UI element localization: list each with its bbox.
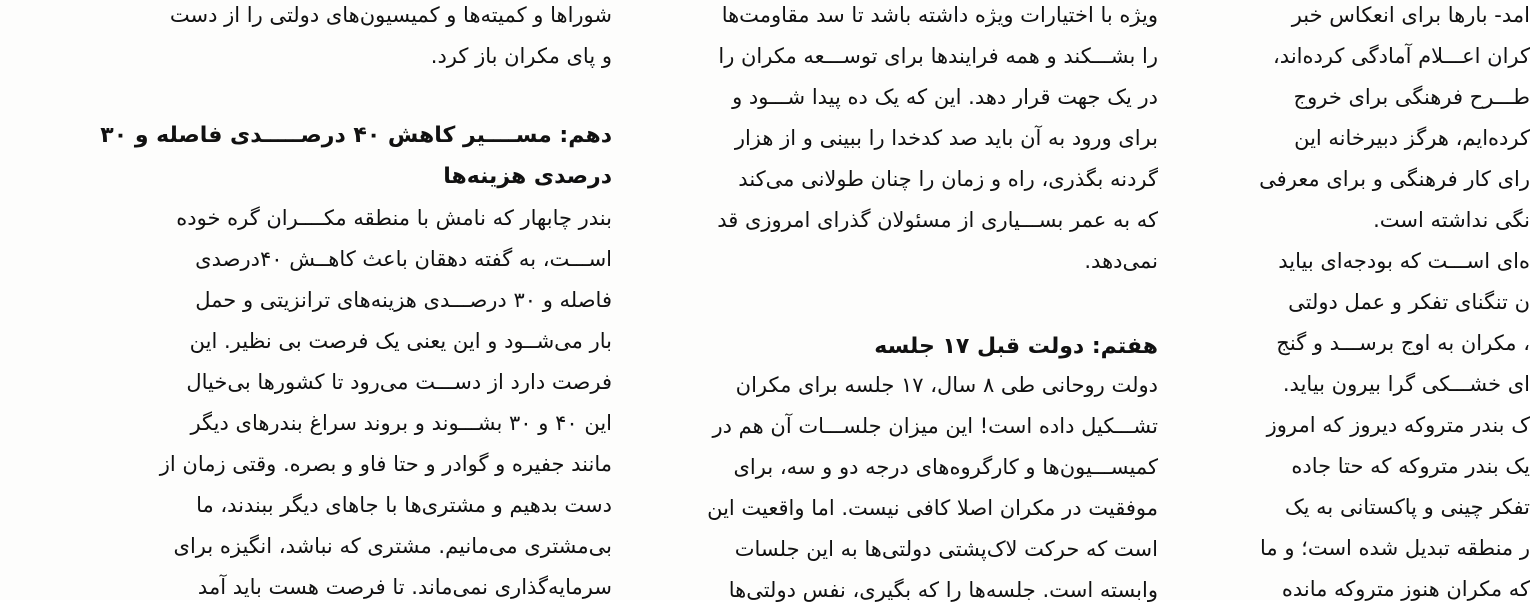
column-right xyxy=(1190,0,1530,601)
text-line: ن تنگنای تفکر و عمل دولتی xyxy=(1288,290,1530,314)
text-line: کران اعـــلام آمادگی کرده‌اند، xyxy=(1273,44,1530,68)
text-line: ک بندر متروکه دیروز که امروز xyxy=(1266,413,1530,437)
text-line: یک بندر متروکه که حتا جاده xyxy=(1291,454,1530,478)
text-line: گردنه بگذری، راه و زمان را چنان طولانی می‌کند xyxy=(738,167,1158,191)
text-line: اســـت، به گفته دهقان باعث کاهــش ۴۰درصدی xyxy=(195,247,612,271)
text-line: بار می‌شــود و این یعنی یک فرصت بی نظیر. این xyxy=(189,329,612,353)
text-line: موفقیت در مکران اصلا کافی نیست. اما واقعیت این xyxy=(707,496,1158,520)
text-line: ه‌ای اســـت که بودجه‌ای بیاید xyxy=(1278,249,1530,273)
text-line: ، مکران به اوج برســـد و گنج xyxy=(1276,331,1530,355)
text-line: که به عمر بســـیاری از مسئولان گذرای امروزی قد xyxy=(717,208,1158,232)
text-line: ر منطقه تبدیل شده است؛ و ما xyxy=(1260,536,1530,560)
text-line: نمی‌دهد. xyxy=(1084,249,1158,273)
text-line: فاصله و ۳۰ درصـــدی هزینه‌های ترانزیتی و حمل xyxy=(195,288,612,312)
text-line: و پای مکران باز کرد. xyxy=(430,44,612,68)
text-line: طـــرح فرهنگی برای خروج xyxy=(1293,85,1530,109)
text-line: است که حرکت لاک‌پشتی دولتی‌ها به این جلسات xyxy=(734,537,1158,561)
text-line: مانند جفیره و گوادر و حتا فاو و بصره. وقتی زمان از xyxy=(159,452,612,476)
section-heading: درصدی هزینه‌ها xyxy=(443,164,612,189)
text-line: که مکران هنوز متروکه مانده xyxy=(1281,577,1530,601)
text-line: بی‌مشتری می‌مانیم. مشتری که نباشد، انگیزه برای xyxy=(173,534,612,558)
text-line: ویژه با اختیارات ویژه داشته باشد تا سد مقاومت‌ها xyxy=(721,3,1158,27)
text-line: بندر چابهار که نامش با منطقه مکــــران گره خوده xyxy=(176,206,612,230)
text-line: دست بدهیم و مشتری‌ها با جاهای دیگر ببندند، ما xyxy=(196,493,612,517)
text-line: در یک جهت قرار دهد. این که یک ده پیدا شـــود و xyxy=(732,85,1158,109)
text-line: کمیســـیون‌ها و کارگروه‌های درجه دو و سه، برای xyxy=(733,455,1158,479)
column-middle xyxy=(650,0,1158,600)
text-line: فرصت دارد از دســـت می‌رود تا کشورها بی‌خیال xyxy=(186,370,612,394)
text-line: تشـــکیل داده است! این میزان جلســـات آن هم در xyxy=(712,414,1158,438)
text-line: ای خشـــکی گرا بیرون بیاید. xyxy=(1282,372,1530,396)
text-line: را بشـــکند و همه فرایندها برای توســـعه مکران را xyxy=(718,44,1158,68)
text-line: رای کار فرهنگی و برای معرفی xyxy=(1259,167,1530,191)
text-line: این ۴۰ و ۳۰ بشـــوند و بروند سراغ بندرهای دیگر xyxy=(190,411,612,435)
section-heading: هفتم: دولت قبل ۱۷ جلسه xyxy=(874,334,1158,359)
text-line: امد- بارها برای انعکاس خبر xyxy=(1291,3,1530,27)
text-line: نگی نداشته است. xyxy=(1373,208,1530,232)
text-line: تفکر چینی و پاکستانی به یک xyxy=(1284,495,1530,519)
section-heading: دهم: مســــیر کاهش ۴۰ درصـــــدی فاصله و ۳۰ xyxy=(100,123,612,148)
text-line: سرمایه‌گذاری نمی‌ماند. تا فرصت هست باید آمد xyxy=(197,575,612,599)
text-line: دولت روحانی طی ۸ سال، ۱۷ جلسه برای مکران xyxy=(735,373,1158,397)
text-line: وابسته است. جلسه‌ها را که بگیری، نفس دولتی‌ها xyxy=(728,578,1158,602)
text-line: کرده‌ایم، هرگز دبیرخانه این xyxy=(1294,126,1530,150)
text-line: برای ورود به آن باید صد کدخدا را ببینی و از هزار xyxy=(734,126,1158,150)
text-line: شوراها و کمیته‌ها و کمیسیون‌های دولتی را از دست xyxy=(169,3,612,27)
column-left xyxy=(100,0,612,600)
